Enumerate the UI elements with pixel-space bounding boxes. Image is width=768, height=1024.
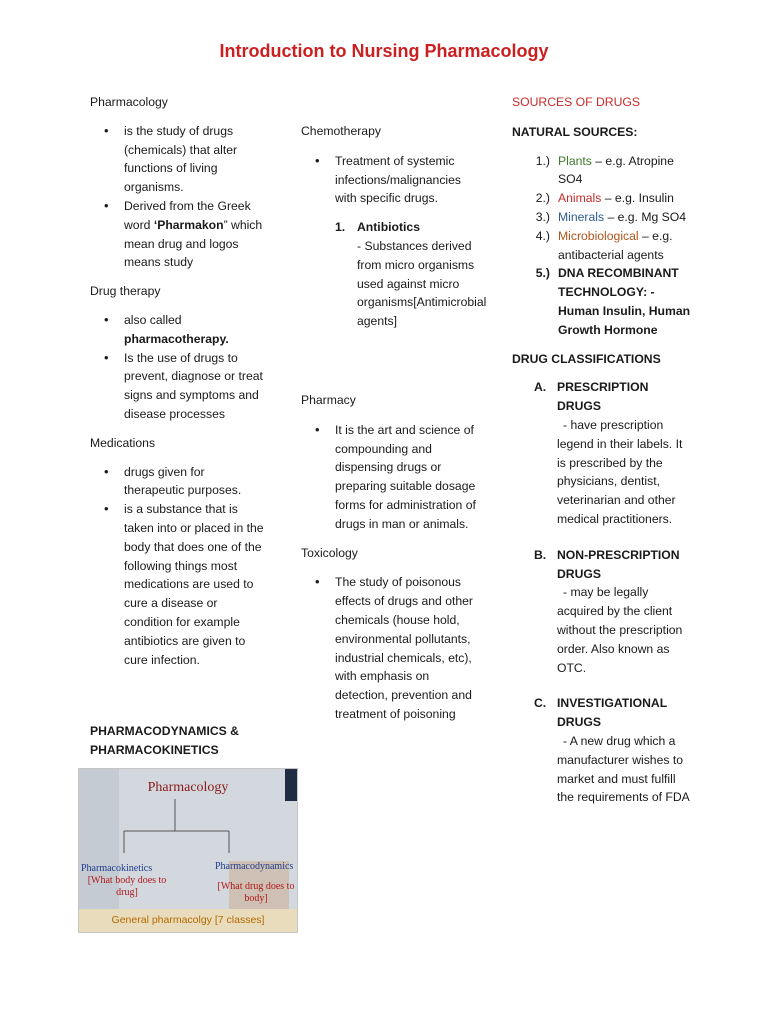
classifications-heading: DRUG CLASSIFICATIONS xyxy=(512,351,661,366)
list-item: • Derived from the Greek word ‘Pharmakon” which mean drug and logos means study xyxy=(90,197,265,272)
column-definitions xyxy=(90,93,265,669)
list-item: 5.) DNA RECOMBINANT TECHNOLOGY: - Human Insulin, Human Growth Hormone xyxy=(535,266,691,337)
list-item: • Is the use of drugs to prevent, diagnose or treat signs and symptoms and disease processes xyxy=(90,349,265,424)
sources-list xyxy=(512,152,692,340)
list-item: C. INVESTIGATIONAL DRUGS - A new drug which a manufacturer wishes to market and must fulfill the requirements of FDA xyxy=(534,696,690,805)
toxicology-heading: Toxicology xyxy=(301,545,358,560)
pk-pd-heading: PHARMACODYNAMICS & PHARMACOKINETICS xyxy=(90,724,239,757)
sources-heading: SOURCES OF DRUGS xyxy=(512,95,640,109)
list-item: • drugs given for therapeutic purposes. xyxy=(90,463,265,501)
medications-heading: Medications xyxy=(90,435,156,450)
drug-therapy-bullets xyxy=(90,311,265,424)
pharmakon-term: ‘Pharmakon xyxy=(153,217,224,232)
antibiotics-item: 1. Antibiotics - Substances derived from micro organisms used against micro organisms[Antimicrobial agents] xyxy=(335,220,487,329)
diagram-right-label: Pharmacodynamics xyxy=(215,861,294,872)
toxicology-bullets xyxy=(301,573,476,723)
list-item: • is a substance that is taken into or placed in the body that does one of the following things most medications are used to cure a disease or condition for example antibiotics are given to cure infection. xyxy=(90,500,265,669)
diagram-right-sub: [What drug does to body] xyxy=(217,881,295,904)
page-title: Introduction to Nursing Pharmacology xyxy=(219,41,549,61)
list-item: A. PRESCRIPTION DRUGS - have prescription legend in their labels. It is prescribed by the physicians, dentist, veterinarian and other medical practitioners. xyxy=(534,380,683,526)
natural-sources-heading: NATURAL SOURCES: xyxy=(512,124,638,139)
list-item: 3.) Minerals – e.g. Mg SO4 xyxy=(535,209,687,224)
classifications-list xyxy=(512,378,692,807)
drug-therapy-heading: Drug therapy xyxy=(90,284,161,299)
diagram-left-sub: [What body does to drug] xyxy=(87,875,167,898)
list-item: • also called pharmacotherapy. xyxy=(90,311,265,349)
chemotherapy-bullets xyxy=(301,152,476,208)
list-item: • is the study of drugs (chemicals) that alter functions of living organisms. xyxy=(90,122,265,197)
list-item: 2.) Animals – e.g. Insulin xyxy=(535,191,674,206)
diagram-bottom-label: General pharmacolgy [7 classes] xyxy=(111,914,265,926)
medications-bullets xyxy=(90,463,265,670)
pharmacy-bullets xyxy=(301,421,476,534)
pharmacy-heading: Pharmacy xyxy=(301,392,356,407)
list-item: 1.) Plants – e.g. Atropine SO4 xyxy=(535,153,674,187)
diagram-top-label: Pharmacology xyxy=(147,780,229,795)
column-chemo-pharmacy xyxy=(301,122,487,724)
pharmacology-heading: Pharmacology xyxy=(90,95,168,109)
column-sources-classifications xyxy=(512,93,692,807)
diagram-left-label: Pharmacokinetics xyxy=(81,863,153,874)
pharmacology-diagram-image xyxy=(78,768,298,933)
list-item: • Treatment of systemic infections/malignancies with specific drugs. xyxy=(301,152,476,208)
list-item: B. NON-PRESCRIPTION DRUGS - may be legally acquired by the client without the prescription order. Also known as OTC. xyxy=(534,547,683,675)
list-item: • The study of poisonous effects of drugs and other chemicals (house hold, environmental pollutants, industrial chemicals, etc), with emphasis on detection, prevention and treatment of poisoning xyxy=(301,573,476,723)
list-item: • It is the art and science of compounding and dispensing drugs or preparing suitable dosage forms for administration of drugs in man or animals. xyxy=(301,421,476,534)
list-item: 4.) Microbiological – e.g. antibacterial agents xyxy=(535,228,673,262)
chemotherapy-heading: Chemotherapy xyxy=(301,124,381,138)
pharmacology-bullets xyxy=(90,122,265,272)
